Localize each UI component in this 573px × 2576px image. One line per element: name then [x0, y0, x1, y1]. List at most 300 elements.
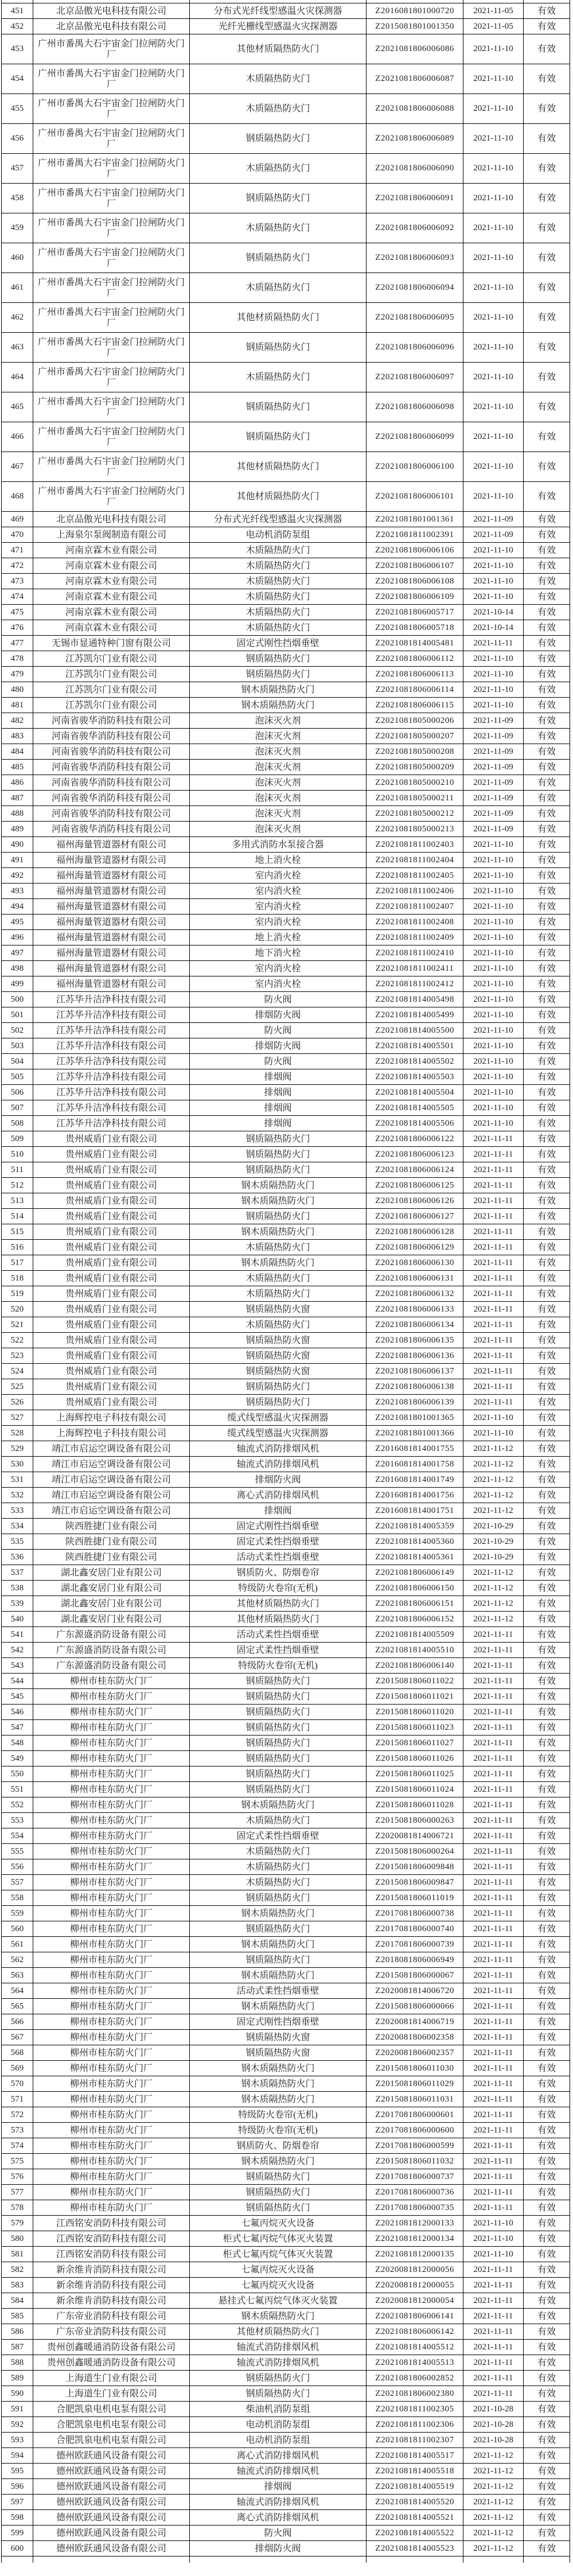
row-number-cell: 578 — [2, 2200, 33, 2216]
row-number-cell: 489 — [2, 822, 33, 837]
date-cell: 2021-11-11 — [463, 2386, 524, 2402]
row-number-cell: 525 — [2, 1379, 33, 1395]
row-number-cell: 531 — [2, 1472, 33, 1488]
date-cell: 2021-11-09 — [463, 806, 524, 822]
certificate-cell: Z2015081806000264 — [367, 1844, 463, 1859]
date-cell: 2021-10-29 — [463, 1550, 524, 1565]
certificate-cell: Z2021081805000207 — [367, 729, 463, 744]
status-cell: 有效 — [524, 1627, 570, 1643]
certificate-cell: Z2021081806006152 — [367, 1612, 463, 1627]
product-cell: 钢木质隔热防火门 — [190, 1999, 367, 2014]
certificate-cell: Z2021081806006096 — [367, 333, 463, 363]
row-number-cell: 591 — [2, 2402, 33, 2417]
date-cell: 2021-11-11 — [463, 1302, 524, 1317]
company-cell: 河南京霖木业有限公司 — [33, 620, 190, 636]
status-cell: 有效 — [524, 1364, 570, 1379]
row-number-cell: 523 — [2, 1348, 33, 1364]
product-cell: 轴流式消防排烟风机 — [190, 1441, 367, 1457]
product-cell: 钢质隔热防火窗 — [190, 1333, 367, 1348]
status-cell: 有效 — [524, 2464, 570, 2479]
status-cell: 有效 — [524, 1441, 570, 1457]
product-cell: 缆式线型感温火灾探测器 — [190, 1410, 367, 1426]
company-cell: 贵州威盾门业有限公司 — [33, 1209, 190, 1224]
status-cell: 有效 — [524, 605, 570, 620]
product-cell: 固定式柔性挡烟垂壁 — [190, 1828, 367, 1844]
product-cell: 室内消火栓 — [190, 915, 367, 930]
status-cell: 有效 — [524, 1782, 570, 1797]
date-cell: 2021-11-11 — [463, 2185, 524, 2200]
row-number-cell: 483 — [2, 729, 33, 744]
product-cell: 排烟防火阀 — [190, 2541, 367, 2556]
company-cell: 江西铭安消防科技有限公司 — [33, 2247, 190, 2262]
certificate-cell: Z2021081806006135 — [367, 1333, 463, 1348]
row-number-cell: 599 — [2, 2526, 33, 2541]
certificate-cell: Z2021081806006093 — [367, 243, 463, 273]
row-number-cell: 474 — [2, 589, 33, 605]
status-cell: 有效 — [524, 392, 570, 422]
certificate-cell: Z2021081814005499 — [367, 1007, 463, 1023]
row-number-cell: 546 — [2, 1705, 33, 1720]
status-cell: 有效 — [524, 1271, 570, 1286]
row-number-cell: 543 — [2, 1658, 33, 1674]
table-row — [2, 744, 570, 760]
product-cell: 固定式刚性挡烟垂壁 — [190, 636, 367, 651]
company-cell: 江苏凯尔门业有限公司 — [33, 651, 190, 667]
status-cell: 有效 — [524, 1069, 570, 1085]
product-cell: 钢木质隔热防火门 — [190, 1906, 367, 1921]
company-cell: 柳州市桂东防火门厂 — [33, 2076, 190, 2092]
certificate-cell: Z2021081814005503 — [367, 1069, 463, 1085]
table-row — [2, 1968, 570, 1983]
company-cell: 柳州市桂东防火门厂 — [33, 1937, 190, 1952]
date-cell: 2021-11-10 — [463, 1116, 524, 1131]
company-cell: 北京品傲光电科技有限公司 — [33, 512, 190, 527]
certificate-cell: Z2021081806006141 — [367, 2309, 463, 2324]
company-cell: 福州海量管道器材有限公司 — [33, 884, 190, 899]
table-row — [2, 1797, 570, 1813]
row-number-cell: 548 — [2, 1736, 33, 1751]
table-row — [2, 1736, 570, 1751]
table-row — [2, 2061, 570, 2076]
table-row — [2, 2123, 570, 2138]
row-number-cell: 496 — [2, 930, 33, 945]
row-number-cell: 571 — [2, 2092, 33, 2107]
row-number-cell: 554 — [2, 1828, 33, 1844]
product-cell: 其他材质隔热防火门 — [190, 452, 367, 482]
table-row — [2, 2433, 570, 2448]
status-cell: 有效 — [524, 1023, 570, 1038]
date-cell: 2021-11-11 — [463, 1255, 524, 1271]
status-cell: 有效 — [524, 1038, 570, 1054]
status-cell: 有效 — [524, 273, 570, 303]
certificate-cell: Z2021081811002412 — [367, 976, 463, 992]
status-cell: 有效 — [524, 1224, 570, 1240]
product-cell: 轴流式消防排烟风机 — [190, 2355, 367, 2371]
company-cell: 柳州市桂东防火门厂 — [33, 2092, 190, 2107]
company-cell: 河南省骏华消防科技有限公司 — [33, 791, 190, 806]
certificate-cell: Z2016081814001751 — [367, 1503, 463, 1519]
status-cell: 有效 — [524, 1736, 570, 1751]
status-cell: 有效 — [524, 2355, 570, 2371]
certificate-cell: Z2020081814006721 — [367, 1828, 463, 1844]
product-cell: 木质隔热防火门 — [190, 1813, 367, 1828]
table-row — [2, 1457, 570, 1472]
company-cell: 广东帝业消防科技有限公司 — [33, 2309, 190, 2324]
row-number-cell: 504 — [2, 1054, 33, 1069]
row-number-cell: 500 — [2, 992, 33, 1007]
product-cell: 轴流式消防排烟风机 — [190, 2340, 367, 2355]
product-cell: 防火阀 — [190, 1054, 367, 1069]
date-cell: 2021-11-11 — [463, 2030, 524, 2045]
company-cell: 贵州创鑫暖通消防设备有限公司 — [33, 2355, 190, 2371]
table-row — [2, 915, 570, 930]
row-number-cell: 594 — [2, 2448, 33, 2464]
product-cell: 柜式七氟丙烷气体灭火装置 — [190, 2231, 367, 2247]
row-number-cell: 566 — [2, 2014, 33, 2030]
table-row — [2, 1488, 570, 1503]
company-cell: 柳州市桂东防火门厂 — [33, 1952, 190, 1968]
certificate-cell: Z2021081806006091 — [367, 184, 463, 213]
row-number-cell: 553 — [2, 1813, 33, 1828]
table-row — [2, 1921, 570, 1937]
date-cell: 2021-11-11 — [463, 1162, 524, 1178]
row-number-cell: 458 — [2, 184, 33, 213]
company-cell: 陕西胜捷门业有限公司 — [33, 1519, 190, 1534]
status-cell: 有效 — [524, 2402, 570, 2417]
table-row — [2, 1782, 570, 1797]
product-cell: 防火阀 — [190, 2526, 367, 2541]
company-cell: 柳州市桂东防火门厂 — [33, 1720, 190, 1736]
certificate-cell: Z2021081806006107 — [367, 558, 463, 574]
date-cell: 2021-11-11 — [463, 1751, 524, 1766]
product-cell: 泡沫灭火剂 — [190, 713, 367, 729]
table-row — [2, 2138, 570, 2154]
certificate-cell: Z2021081806006109 — [367, 589, 463, 605]
table-row — [2, 1255, 570, 1271]
row-number-cell: 549 — [2, 1751, 33, 1766]
product-cell: 离心式消防排烟风机 — [190, 1488, 367, 1503]
table-row — [2, 1209, 570, 1224]
certificate-cell: Z2021081806006131 — [367, 1271, 463, 1286]
status-cell: 有效 — [524, 1875, 570, 1890]
date-cell: 2021-11-11 — [463, 1875, 524, 1890]
row-number-cell: 580 — [2, 2231, 33, 2247]
row-number-cell: 547 — [2, 1720, 33, 1736]
row-number-cell: 454 — [2, 64, 33, 94]
table-row — [2, 1069, 570, 1085]
row-number-cell: 598 — [2, 2510, 33, 2526]
company-cell: 福州海量管道器材有限公司 — [33, 837, 190, 853]
row-number-cell: 503 — [2, 1038, 33, 1054]
certificate-cell: Z2015081806011023 — [367, 1720, 463, 1736]
table-row — [2, 213, 570, 243]
product-cell: 室内消火栓 — [190, 961, 367, 976]
row-number-cell: 593 — [2, 2433, 33, 2448]
row-number-cell: 481 — [2, 698, 33, 713]
product-cell: 钢木质隔热防火门 — [190, 2092, 367, 2107]
product-cell: 排烟阀 — [190, 1116, 367, 1131]
row-number-cell: 471 — [2, 543, 33, 558]
certificate-cell: Z2015081806011025 — [367, 1766, 463, 1782]
company-cell: 河南京霖木业有限公司 — [33, 589, 190, 605]
row-number-cell: 524 — [2, 1364, 33, 1379]
table-row — [2, 1581, 570, 1596]
product-cell: 泡沫灭火剂 — [190, 775, 367, 791]
status-cell: 有效 — [524, 1519, 570, 1534]
status-cell: 有效 — [524, 2231, 570, 2247]
table-row — [2, 64, 570, 94]
row-number-cell: 530 — [2, 1457, 33, 1472]
status-cell: 有效 — [524, 1859, 570, 1875]
date-cell: 2021-11-11 — [463, 1937, 524, 1952]
product-cell: 室内消火栓 — [190, 899, 367, 915]
date-cell: 2021-10-14 — [463, 605, 524, 620]
date-cell: 2021-11-10 — [463, 961, 524, 976]
status-cell: 有效 — [524, 729, 570, 744]
certificate-cell: Z2020081806002358 — [367, 2030, 463, 2045]
date-cell: 2021-11-10 — [463, 333, 524, 363]
company-cell: 柳州市桂东防火门厂 — [33, 2030, 190, 2045]
table-row — [2, 682, 570, 698]
row-number-cell: 565 — [2, 1999, 33, 2014]
row-number-cell: 573 — [2, 2123, 33, 2138]
date-cell: 2021-11-11 — [463, 1379, 524, 1395]
company-cell: 广州市番禺大石宇宙金门拉闸防火门厂 — [33, 392, 190, 422]
table-row — [2, 1937, 570, 1952]
status-cell: 有效 — [524, 1720, 570, 1736]
row-number-cell: 577 — [2, 2185, 33, 2200]
date-cell: 2021-11-10 — [463, 1410, 524, 1426]
date-cell: 2021-10-14 — [463, 620, 524, 636]
date-cell: 2021-11-11 — [463, 1906, 524, 1921]
table-row — [2, 2293, 570, 2309]
table-row — [2, 2510, 570, 2526]
company-cell: 柳州市桂东防火门厂 — [33, 1921, 190, 1937]
product-cell: 其他材质隔热防火门 — [190, 1612, 367, 1627]
product-cell: 轴流式消防排烟风机 — [190, 2495, 367, 2510]
table-row — [2, 1952, 570, 1968]
row-number-cell: 526 — [2, 1395, 33, 1410]
date-cell: 2021-11-12 — [463, 2495, 524, 2510]
date-cell: 2021-11-10 — [463, 899, 524, 915]
company-cell: 广州市番禺大石宇宙金门拉闸防火门厂 — [33, 363, 190, 392]
date-cell: 2021-11-10 — [463, 698, 524, 713]
product-cell: 钢质隔热防火门 — [190, 667, 367, 682]
company-cell: 江苏华升洁净科技有限公司 — [33, 1038, 190, 1054]
table-row — [2, 1240, 570, 1255]
status-cell: 有效 — [524, 64, 570, 94]
certificate-cell: Z2021081814005518 — [367, 2464, 463, 2479]
status-cell: 有效 — [524, 3, 570, 19]
company-cell: 德州欧跃通风设备有限公司 — [33, 2526, 190, 2541]
table-row — [2, 667, 570, 682]
product-cell: 钢质隔热防火门 — [190, 392, 367, 422]
table-row — [2, 2479, 570, 2495]
company-cell: 河南省骏华消防科技有限公司 — [33, 729, 190, 744]
product-cell: 室内消火栓 — [190, 868, 367, 884]
certificate-cell: Z2021081811002306 — [367, 2417, 463, 2433]
certificate-cell: Z2021081812000133 — [367, 2216, 463, 2231]
status-cell: 有效 — [524, 620, 570, 636]
certificate-cell: Z2021081805000209 — [367, 760, 463, 775]
date-cell: 2021-11-11 — [463, 1797, 524, 1813]
company-cell: 贵州威盾门业有限公司 — [33, 1224, 190, 1240]
row-number-cell: 510 — [2, 1147, 33, 1162]
row-number-cell: 473 — [2, 574, 33, 589]
row-number-cell: 550 — [2, 1766, 33, 1782]
company-cell: 河南京霖木业有限公司 — [33, 543, 190, 558]
certificate-table — [1, 0, 570, 2563]
certificate-cell: Z2021081811002391 — [367, 527, 463, 543]
date-cell: 2021-11-11 — [463, 1813, 524, 1828]
date-cell: 2021-11-10 — [463, 651, 524, 667]
product-cell: 离心式消防排烟风机 — [190, 2448, 367, 2464]
table-row — [2, 1100, 570, 1116]
company-cell: 福州海量管道器材有限公司 — [33, 945, 190, 961]
date-cell: 2021-11-10 — [463, 976, 524, 992]
date-cell: 2021-11-11 — [463, 2138, 524, 2154]
product-cell: 排烟防火阀 — [190, 1007, 367, 1023]
certificate-cell: Z2021081814005500 — [367, 1023, 463, 1038]
table-row — [2, 837, 570, 853]
date-cell: 2021-11-05 — [463, 3, 524, 19]
product-cell: 钢质隔热防火门 — [190, 1736, 367, 1751]
status-cell: 有效 — [524, 2030, 570, 2045]
status-cell: 有效 — [524, 822, 570, 837]
status-cell: 有效 — [524, 1565, 570, 1581]
table-row — [2, 1550, 570, 1565]
status-cell: 有效 — [524, 1813, 570, 1828]
product-cell: 钢质隔热防火门 — [190, 2185, 367, 2200]
company-cell: 柳州市桂东防火门厂 — [33, 1782, 190, 1797]
company-cell: 广州市番禺大石宇宙金门拉闸防火门厂 — [33, 303, 190, 333]
table-row — [2, 2107, 570, 2123]
certificate-cell: Z2021081806006149 — [367, 1565, 463, 1581]
row-number-cell: 518 — [2, 1271, 33, 1286]
company-cell: 广州市番禺大石宇宙金门拉闸防火门厂 — [33, 482, 190, 512]
table-row — [2, 273, 570, 303]
certificate-cell: Z2015081806011030 — [367, 2061, 463, 2076]
certificate-cell: Z2021081814005517 — [367, 2448, 463, 2464]
certificate-cell: Z2021081805000213 — [367, 822, 463, 837]
status-cell: 有效 — [524, 2138, 570, 2154]
row-number-cell: 579 — [2, 2216, 33, 2231]
date-cell: 2021-11-12 — [463, 1565, 524, 1581]
certificate-cell: Z2021081814005512 — [367, 2340, 463, 2355]
table-row — [2, 2386, 570, 2402]
product-cell: 木质隔热防火门 — [190, 1317, 367, 1333]
table-row — [2, 1193, 570, 1209]
date-cell: 2021-10-29 — [463, 1519, 524, 1534]
company-cell: 广州市番禺大石宇宙金门拉闸防火门厂 — [33, 452, 190, 482]
row-number-cell: 552 — [2, 1797, 33, 1813]
product-cell: 钢质隔热防火门 — [190, 124, 367, 154]
table-row — [2, 1906, 570, 1921]
certificate-cell: Z2021081806006098 — [367, 392, 463, 422]
product-cell: 木质隔热防火门 — [190, 64, 367, 94]
certificate-cell: Z2017081806000599 — [367, 2138, 463, 2154]
product-cell: 泡沫灭火剂 — [190, 806, 367, 822]
product-cell: 柴油机消防泵组 — [190, 2402, 367, 2417]
row-number-cell: 568 — [2, 2045, 33, 2061]
table-row — [2, 1441, 570, 1457]
status-cell: 有效 — [524, 1921, 570, 1937]
company-cell: 德州欧跃通风设备有限公司 — [33, 2479, 190, 2495]
product-cell: 木质隔热防火门 — [190, 605, 367, 620]
table-row — [2, 1813, 570, 1828]
status-cell: 有效 — [524, 2495, 570, 2510]
row-number-cell: 485 — [2, 760, 33, 775]
certificate-cell: Z2018081806006949 — [367, 1952, 463, 1968]
product-cell: 钢质隔热防火门 — [190, 2371, 367, 2386]
product-cell: 木质隔热防火门 — [190, 1286, 367, 1302]
company-cell: 贵州威盾门业有限公司 — [33, 1317, 190, 1333]
date-cell: 2021-11-11 — [463, 2045, 524, 2061]
certificate-cell: Z2017081806000736 — [367, 2185, 463, 2200]
date-cell: 2021-11-10 — [463, 154, 524, 184]
row-number-cell: 502 — [2, 1023, 33, 1038]
certificate-cell: Z2021081806005717 — [367, 605, 463, 620]
company-cell: 江苏华升洁净科技有限公司 — [33, 1100, 190, 1116]
date-cell: 2021-11-12 — [463, 1503, 524, 1519]
certificate-cell: Z2021081806006095 — [367, 303, 463, 333]
table-row — [2, 2169, 570, 2185]
company-cell: 上海道生门业有限公司 — [33, 2386, 190, 2402]
table-row — [2, 698, 570, 713]
product-cell: 悬挂式七氟丙烷气体灭火装置 — [190, 2293, 367, 2309]
product-cell: 分布式光纤线型感温火灾探测器 — [190, 512, 367, 527]
certificate-cell: Z2017081806000735 — [367, 2200, 463, 2216]
company-cell: 柳州市桂东防火门厂 — [33, 1890, 190, 1906]
date-cell: 2021-11-10 — [463, 853, 524, 868]
company-cell: 广州市番禺大石宇宙金门拉闸防火门厂 — [33, 64, 190, 94]
status-cell: 有效 — [524, 961, 570, 976]
date-cell: 2021-11-11 — [463, 2092, 524, 2107]
certificate-cell: Z2021081806006115 — [367, 698, 463, 713]
product-cell: 木质隔热防火门 — [190, 213, 367, 243]
status-cell: 有效 — [524, 2154, 570, 2169]
product-cell: 钢木质隔热防火门 — [190, 698, 367, 713]
company-cell: 合肥凯泉电机电泵有限公司 — [33, 2402, 190, 2417]
company-cell: 河南京霖木业有限公司 — [33, 574, 190, 589]
date-cell: 2021-11-12 — [463, 2541, 524, 2556]
certificate-cell: Z2021081806006087 — [367, 64, 463, 94]
company-cell: 湖北鑫安居门业有限公司 — [33, 1596, 190, 1612]
date-cell: 2021-11-11 — [463, 1720, 524, 1736]
status-cell: 有效 — [524, 2278, 570, 2293]
date-cell: 2021-11-10 — [463, 213, 524, 243]
certificate-cell: Z2021081806002380 — [367, 2386, 463, 2402]
table-row — [2, 1317, 570, 1333]
product-cell: 钢木质隔热防火门 — [190, 2076, 367, 2092]
table-row — [2, 1131, 570, 1147]
table-row — [2, 884, 570, 899]
certificate-cell: Z2015081806009847 — [367, 1875, 463, 1890]
certificate-cell: Z2021081814005504 — [367, 1085, 463, 1100]
product-cell: 活动式柔性挡烟垂壁 — [190, 1627, 367, 1643]
status-cell: 有效 — [524, 682, 570, 698]
table-row — [2, 1023, 570, 1038]
date-cell: 2021-11-11 — [463, 1658, 524, 1674]
row-number-cell: 490 — [2, 837, 33, 853]
status-cell: 有效 — [524, 2309, 570, 2324]
company-cell: 江苏凯尔门业有限公司 — [33, 698, 190, 713]
row-number-cell: 517 — [2, 1255, 33, 1271]
product-cell: 木质隔热防火门 — [190, 1859, 367, 1875]
product-cell: 泡沫灭火剂 — [190, 791, 367, 806]
company-cell: 德州欧跃通风设备有限公司 — [33, 2448, 190, 2464]
date-cell: 2021-11-11 — [463, 1782, 524, 1797]
